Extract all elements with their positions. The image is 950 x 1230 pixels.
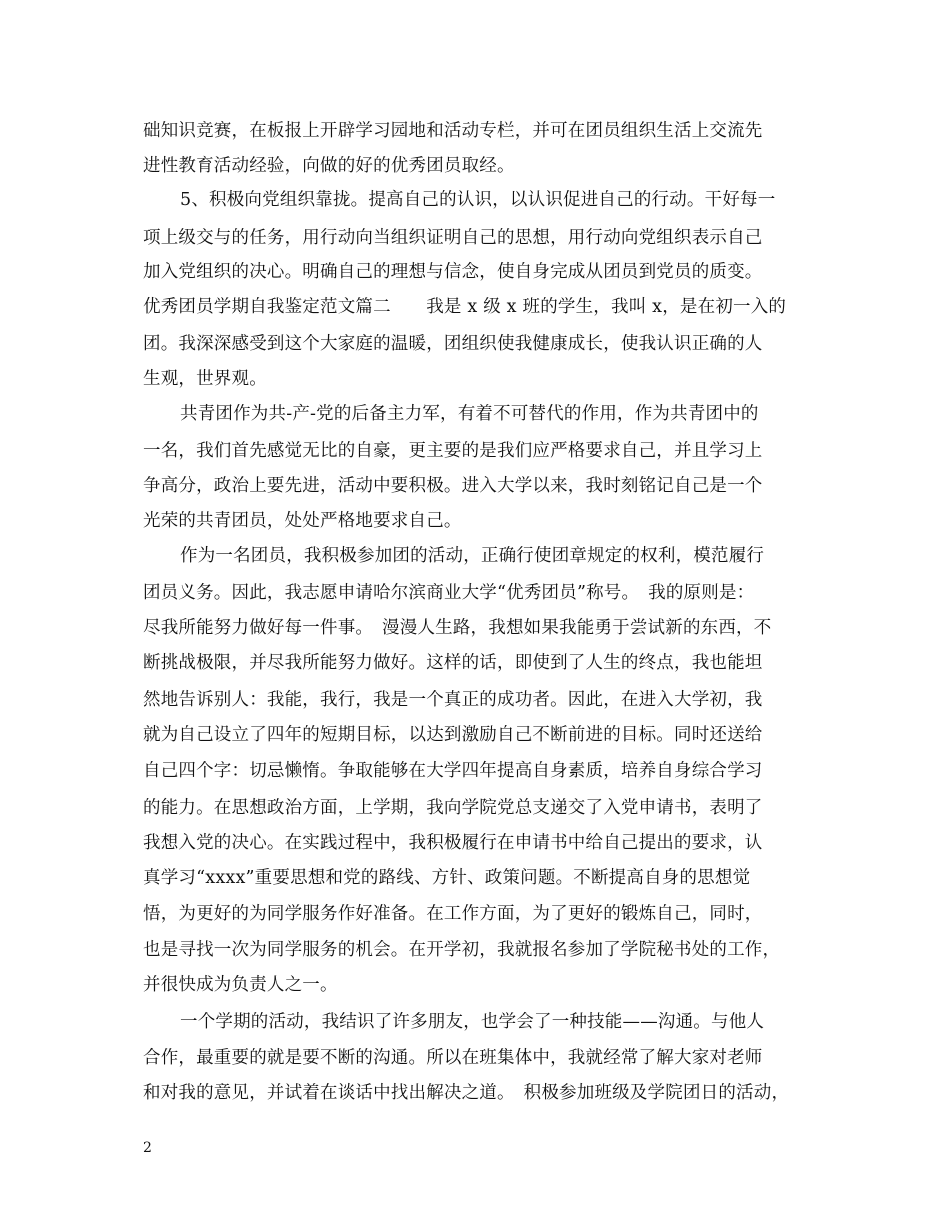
text-line: 础知识竞赛，在板报上开辟学习园地和活动专栏，并可在团员组织生活上交流先: [143, 121, 763, 141]
text-line: 也是寻找一次为同学服务的机会。在开学初，我就报名参加了学院秘书处的工作，: [143, 940, 781, 960]
text-line: 一名，我们首先感觉无比的自豪，更主要的是我们应严格要求自己，并且学习上: [143, 441, 763, 461]
page-number: 2: [143, 1140, 152, 1156]
text-line: 和对我的意见，并试着在谈话中找出解决之道。 积极参加班级及学院团日的活动，: [143, 1083, 790, 1103]
text-line: 我想入党的决心。在实践过程中，我积极履行在申请书中给自己提出的要求，认: [143, 833, 763, 853]
text-line: 断挑战极限，并尽我所能努力做好。这样的话，即使到了人生的终点，我也能坦: [143, 653, 763, 673]
text-line: 一个学期的活动，我结识了许多朋友，也学会了一种技能——沟通。与他人: [180, 1012, 765, 1032]
text-line: 5、积极向党组织靠拢。提高自己的认识，以认识促进自己的行动。干好每一: [180, 190, 776, 210]
text-line: 然地告诉别人：我能，我行，我是一个真正的成功者。因此，在进入大学初，我: [143, 690, 763, 710]
text-line: 进性教育活动经验，向做的好的优秀团员取经。: [143, 156, 515, 176]
text-line: 自己四个字：切忌懒惰。争取能够在大学四年提高自身素质，培养自身综合学习: [143, 761, 763, 781]
text-line: 项上级交与的任务，用行动向当组织证明自己的思想，用行动向党组织表示自己: [143, 228, 763, 248]
text-line: 尽我所能努力做好每一件事。 漫漫人生路，我想如果我能勇于尝试新的东西，不: [143, 618, 772, 638]
text-line: 合作，最重要的就是要不断的沟通。所以在班集体中，我就经常了解大家对老师: [143, 1048, 763, 1068]
text-line: 悟，为更好的为同学服务作好准备。在工作方面，为了更好的锻炼自己，同时，: [143, 904, 763, 924]
text-line: 生观，世界观。: [143, 369, 267, 389]
text-line: 的能力。在思想政治方面，上学期，我向学院党总支递交了入党申请书，表明了: [143, 798, 763, 818]
text-line: 并很快成为负责人之一。: [143, 975, 338, 995]
text-line: 光荣的共青团员，处处严格地要求自己。: [143, 511, 462, 531]
text-line: 争高分，政治上要先进，活动中要积极。进入大学以来，我时刻铭记自己是一个: [143, 476, 763, 496]
text-line: 作为一名团员，我积极参加团的活动，正确行使团章规定的权利，模范履行: [180, 546, 765, 566]
text-line: 优秀团员学期自我鉴定范文篇二 我是 x 级 x 班的学生，我叫 x，是在初一入的: [143, 297, 787, 317]
text-line: 共青团作为共-产-党的后备主力军，有着不可替代的作用，作为共青团中的: [180, 404, 759, 424]
text-line: 真学习“xxxx”重要思想和党的路线、方针、政策问题。不断提高自身的思想觉: [143, 868, 751, 888]
text-line: 加入党组织的决心。明确自己的理想与信念，使自身完成从团员到党员的质变。: [143, 262, 763, 282]
text-line: 就为自己设立了四年的短期目标，以达到激励自己不断前进的目标。同时还送给: [143, 725, 763, 745]
text-line: 团员义务。因此，我志愿申请哈尔滨商业大学“优秀团员”称号。 我的原则是：: [143, 583, 755, 603]
text-line: 团。我深深感受到这个大家庭的温暖，团组织使我健康成长，使我认识正确的人: [143, 334, 763, 354]
